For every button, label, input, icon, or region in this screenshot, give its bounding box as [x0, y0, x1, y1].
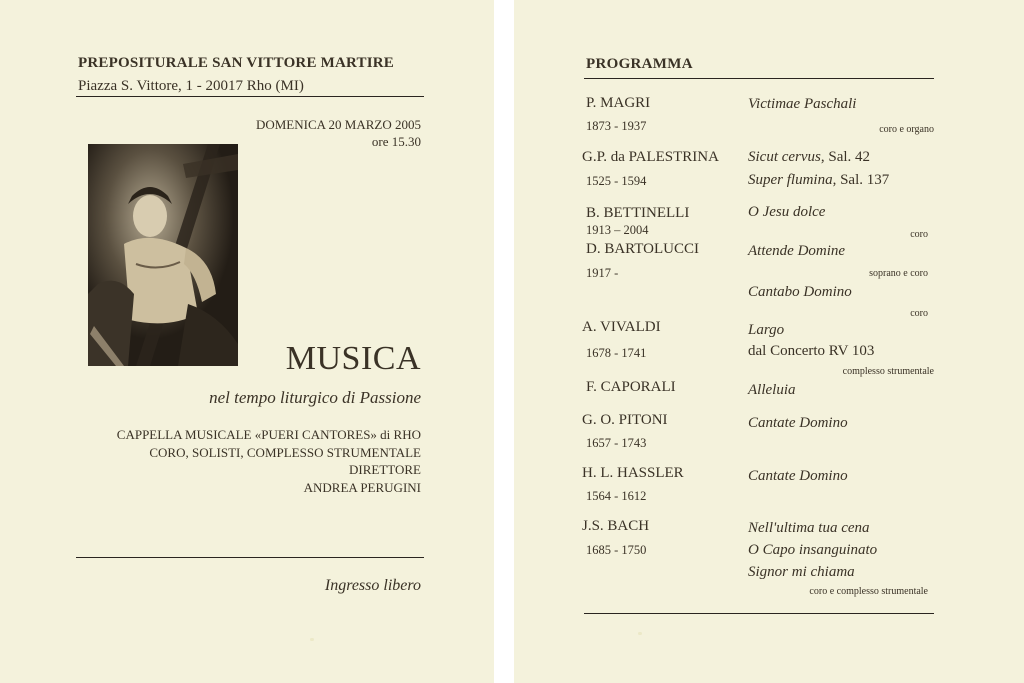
work-title: Attende Domine [748, 243, 846, 259]
work-title: Sicut cervus [748, 149, 821, 165]
header-divider [76, 96, 424, 97]
performer-credits [117, 426, 421, 496]
work-title: Nell'ultima tua cena [748, 520, 870, 536]
performers: soprano e coro [869, 268, 928, 279]
composer-name: F. CAPORALI [586, 379, 676, 395]
event-date: DOMENICA 20 MARZO 2005 [255, 117, 421, 132]
composer-years: 1564 - 1612 [586, 489, 647, 503]
work-title: Victimae Paschali [748, 96, 857, 112]
credit-line: CAPPELLA MUSICALE «PUERI CANTORES» di RHO [116, 427, 421, 442]
program-end-divider [584, 613, 934, 614]
concert-subtitle: nel tempo liturgico di Passione [209, 388, 421, 407]
composer-name: G.P. da PALESTRINA [582, 149, 719, 165]
footer-divider [76, 557, 424, 558]
work-entry [748, 149, 870, 166]
concert-title: MUSICA [285, 340, 421, 377]
performers: coro [910, 308, 928, 319]
composer-years: 1913 – 2004 [586, 223, 649, 237]
work-title: Cantate Domino [748, 415, 848, 431]
entry-note: Ingresso libero [324, 577, 421, 594]
performers: coro [910, 229, 928, 240]
work-title: Signor mi chiama [748, 564, 855, 580]
composer-years: 1657 - 1743 [586, 436, 647, 450]
composer-years: 1917 - [586, 266, 619, 280]
performers: coro e complesso strumentale [809, 586, 928, 597]
organization-address: Piazza S. Vittore, 1 - 20017 Rho (MI) [78, 78, 304, 94]
composer-name: D. BARTOLUCCI [586, 241, 699, 257]
composer-years: 1525 - 1594 [586, 174, 647, 188]
credit-line: DIRETTORE [349, 462, 421, 477]
work-title: Super flumina [748, 172, 833, 188]
composer-name: B. BETTINELLI [586, 205, 690, 221]
program-divider [584, 78, 934, 79]
composer-years: 1685 - 1750 [586, 543, 647, 557]
performers: coro e organo [879, 124, 934, 135]
performers: complesso strumentale [842, 366, 934, 377]
composer-name: J.S. BACH [582, 518, 650, 534]
composer-name: A. VIVALDI [582, 319, 661, 335]
christ-carrying-cross-artwork [88, 144, 238, 366]
work-title: O Jesu dolce [748, 204, 826, 220]
left-page [0, 0, 494, 683]
composer-years: 1873 - 1937 [586, 119, 647, 133]
composer-name: H. L. HASSLER [582, 465, 684, 481]
composer-years: 1678 - 1741 [586, 346, 647, 360]
work-entry [748, 172, 889, 189]
composer-name: G. O. PITONI [582, 412, 668, 428]
work-title: Cantabo Domino [748, 284, 852, 300]
right-page [514, 0, 1024, 683]
work-title: Largo [748, 322, 785, 338]
composer-name: P. MAGRI [586, 95, 651, 111]
work-title: Alleluia [748, 382, 796, 398]
credit-line: CORO, SOLISTI, COMPLESSO STRUMENTALE [149, 444, 421, 460]
program-heading: PROGRAMMA [586, 56, 693, 72]
work-title: O Capo insanguinato [748, 542, 878, 558]
paper-speck [310, 638, 314, 641]
psalm-reference: , Sal. 42 [820, 149, 871, 165]
work-title: Cantate Domino [748, 468, 848, 484]
credit-line: ANDREA PERUGINI [303, 479, 421, 495]
psalm-reference: , Sal. 137 [832, 172, 890, 188]
event-time: ore 15.30 [371, 134, 421, 149]
paper-speck [638, 632, 642, 635]
organization-name: PREPOSITURALE SAN VITTORE MARTIRE [78, 55, 394, 71]
work-title: dal Concerto RV 103 [748, 343, 875, 359]
